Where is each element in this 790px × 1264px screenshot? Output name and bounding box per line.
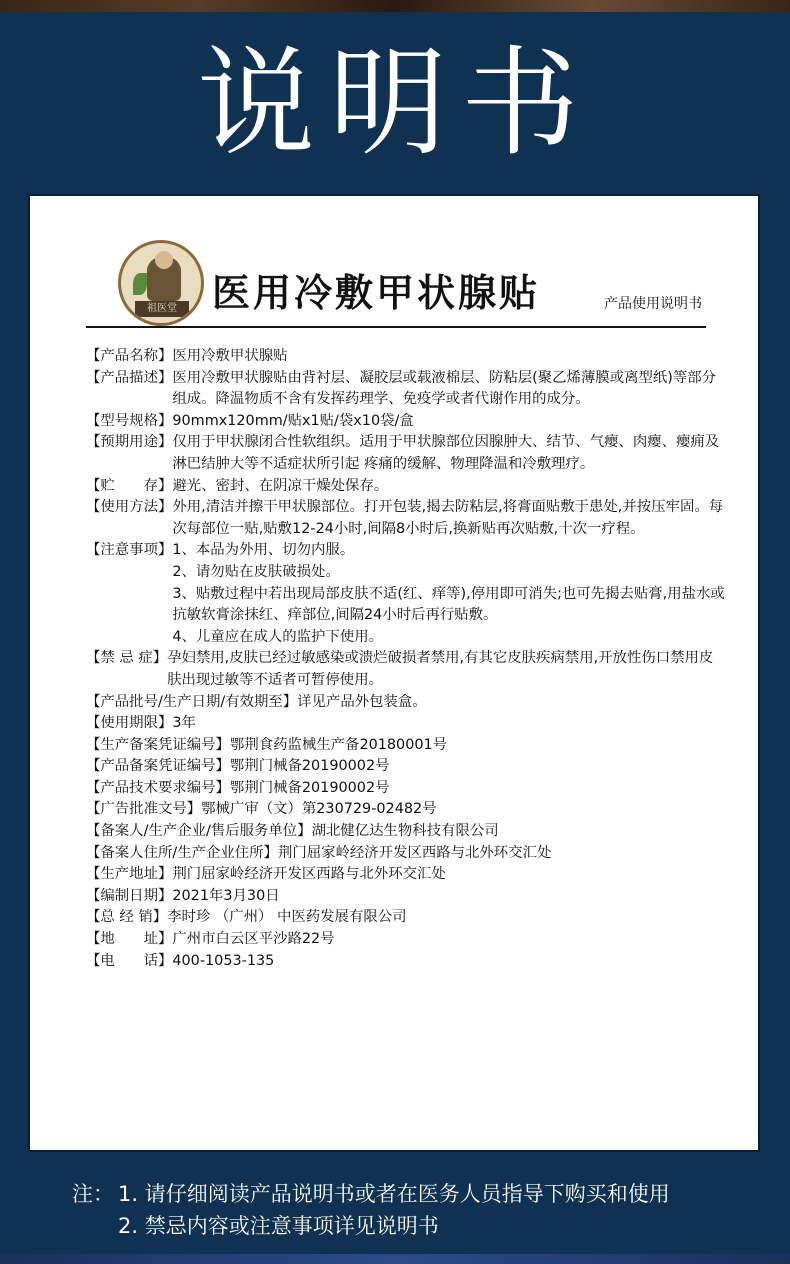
field-value: 医用冷敷甲状腺贴 — [172, 348, 288, 364]
field-label: 【电 话】 — [86, 952, 173, 969]
field-row — [86, 648, 726, 691]
field-label: 【使用期限】 — [86, 715, 173, 732]
field-value: 鄂荆门械备20190002号 — [229, 779, 390, 796]
instruction-card — [28, 194, 760, 1152]
field-value: 荆门屈家岭经济开发区西路与北外环交汇处 — [172, 866, 446, 883]
field-label: 【产品批号/生产日期/有效期至】 — [86, 693, 298, 710]
field-value: 避光、密封、在阴凉干燥处保存。 — [172, 477, 389, 494]
field-value: 鄂荆食药监械生产备20180001号 — [229, 736, 448, 753]
bottom-note — [72, 1178, 670, 1242]
field-label: 【产品技术要求编号】 — [86, 779, 230, 796]
field-value: 医用冷敷甲状腺贴由背衬层、凝胶层或载液棉层、防粘层(聚乙烯薄膜或离型纸)等部分组成。降温物质不含有发挥药理学、免疫学或者代谢作用的成分。 — [172, 369, 717, 408]
field-label: 【编制日期】 — [86, 887, 173, 904]
bottom-strip — [0, 1254, 790, 1264]
field-row — [86, 843, 726, 865]
field-label: 【产品名称】 — [86, 348, 173, 364]
field-value: 外用,清洁并擦干甲状腺部位。打开包装,揭去防粘层,将膏面贴敷于患处,并按压牢固。每次每部位一贴,贴敷12-24小时,间隔8小时后,换新贴再次贴敷,十次一疗程。 — [172, 499, 724, 537]
field-row — [86, 756, 726, 778]
caution-item: 4、儿童应在成人的监护下使用。 — [172, 628, 383, 645]
cautions-label: 【注意事项】 — [86, 542, 173, 559]
logo-plate: 祖医堂 — [135, 301, 189, 317]
field-label: 【预期用途】 — [86, 434, 173, 451]
note-line — [72, 1210, 670, 1242]
field-row — [86, 864, 726, 886]
caution-item: 3、贴敷过程中若出现局部皮肤不适(红、痒等),停用即可消失;也可先揭去贴膏,用盐水或抗敏软膏涂抹红、痒部位,间隔24小时后再行贴敷。 — [172, 585, 725, 624]
physician-face-icon — [155, 251, 173, 269]
manual-subtitle: 产品使用说明书 — [604, 296, 702, 312]
field-label: 【地 址】 — [86, 931, 173, 948]
field-label: 【使用方法】 — [86, 499, 173, 516]
field-label: 【贮 存】 — [86, 477, 173, 494]
field-value: 孕妇禁用,皮肤已经过敏感染或溃烂破损者禁用,有其它皮肤疾病禁用,开放性伤口禁用皮肤出现过敏等不适者可暂停使用。 — [167, 650, 714, 688]
field-row — [86, 692, 726, 714]
product-title: 医用冷敷甲状腺贴 — [212, 271, 541, 315]
field-label: 【禁 忌 症】 — [86, 650, 168, 667]
caution-item: 1、本品为外用、切勿内服。 — [172, 542, 355, 559]
herb-leaf-icon — [133, 273, 147, 295]
cautions-list — [172, 540, 726, 648]
field-label: 【备案人/生产企业/售后服务单位】 — [86, 823, 312, 840]
field-row — [86, 411, 726, 433]
top-wood-strip — [0, 0, 790, 12]
field-row — [86, 821, 726, 843]
field-row — [86, 886, 726, 908]
field-row — [86, 713, 726, 735]
note-text: 1. 请仔细阅读产品说明书或者在医务人员指导下购买和使用 — [118, 1182, 670, 1206]
note-text: 2. 禁忌内容或注意事项详见说明书 — [118, 1214, 439, 1238]
field-value: 仅用于甲状腺闭合性软组织。适用于甲状腺部位因腺肿大、结节、气瘿、肉瘿、瘿痈及淋巴结肿大等不适症状所引起 疼痛的缓解、物理降温和冷敷理疗。 — [172, 434, 720, 472]
field-value: 3年 — [172, 715, 196, 732]
field-value: 详见产品外包装盒。 — [297, 693, 427, 710]
field-label: 【生产备案凭证编号】 — [86, 736, 230, 753]
field-value: 荆门屈家岭经济开发区西路与北外环交汇处 — [277, 844, 552, 861]
field-label: 【备案人住所/生产企业住所】 — [86, 844, 278, 861]
field-row — [86, 432, 726, 475]
field-value: 湖北健亿达生物科技有限公司 — [311, 823, 499, 840]
field-row — [86, 346, 726, 368]
field-value: 90mmx120mm/贴x1贴/袋x10袋/盒 — [172, 412, 414, 429]
field-row — [86, 929, 726, 951]
field-row — [86, 799, 726, 821]
field-value: 广州市白云区平沙路22号 — [172, 931, 335, 948]
field-value: 2021年3月30日 — [172, 887, 280, 904]
field-row — [86, 497, 726, 540]
field-label: 【生产地址】 — [86, 866, 173, 883]
field-label: 【产品描述】 — [86, 369, 173, 386]
field-row — [86, 951, 726, 973]
note-line — [72, 1178, 670, 1210]
field-label: 【型号规格】 — [86, 412, 173, 429]
header-divider — [86, 326, 706, 328]
note-indent — [72, 1210, 118, 1242]
field-label: 【产品备案凭证编号】 — [86, 758, 230, 775]
field-value: 李时珍 （广州） 中医药发展有限公司 — [167, 909, 407, 926]
cautions-row — [86, 540, 726, 648]
page-title: 说明书 — [196, 34, 593, 172]
brand-logo — [118, 240, 204, 326]
field-row — [86, 476, 726, 498]
field-row — [86, 907, 726, 929]
field-value: 鄂械广审（文）第230729-02482号 — [201, 801, 437, 818]
field-value: 鄂荆门械备20190002号 — [229, 758, 390, 775]
field-label: 【总 经 销】 — [86, 909, 168, 926]
field-row — [86, 778, 726, 800]
caution-item: 2、请勿贴在皮肤破损处。 — [172, 563, 340, 580]
field-label: 【广告批准文号】 — [86, 801, 202, 818]
field-row — [86, 368, 726, 411]
field-value: 400-1053-135 — [172, 952, 275, 969]
note-prefix: 注： — [72, 1182, 114, 1206]
field-row — [86, 735, 726, 757]
instruction-content — [86, 346, 726, 972]
